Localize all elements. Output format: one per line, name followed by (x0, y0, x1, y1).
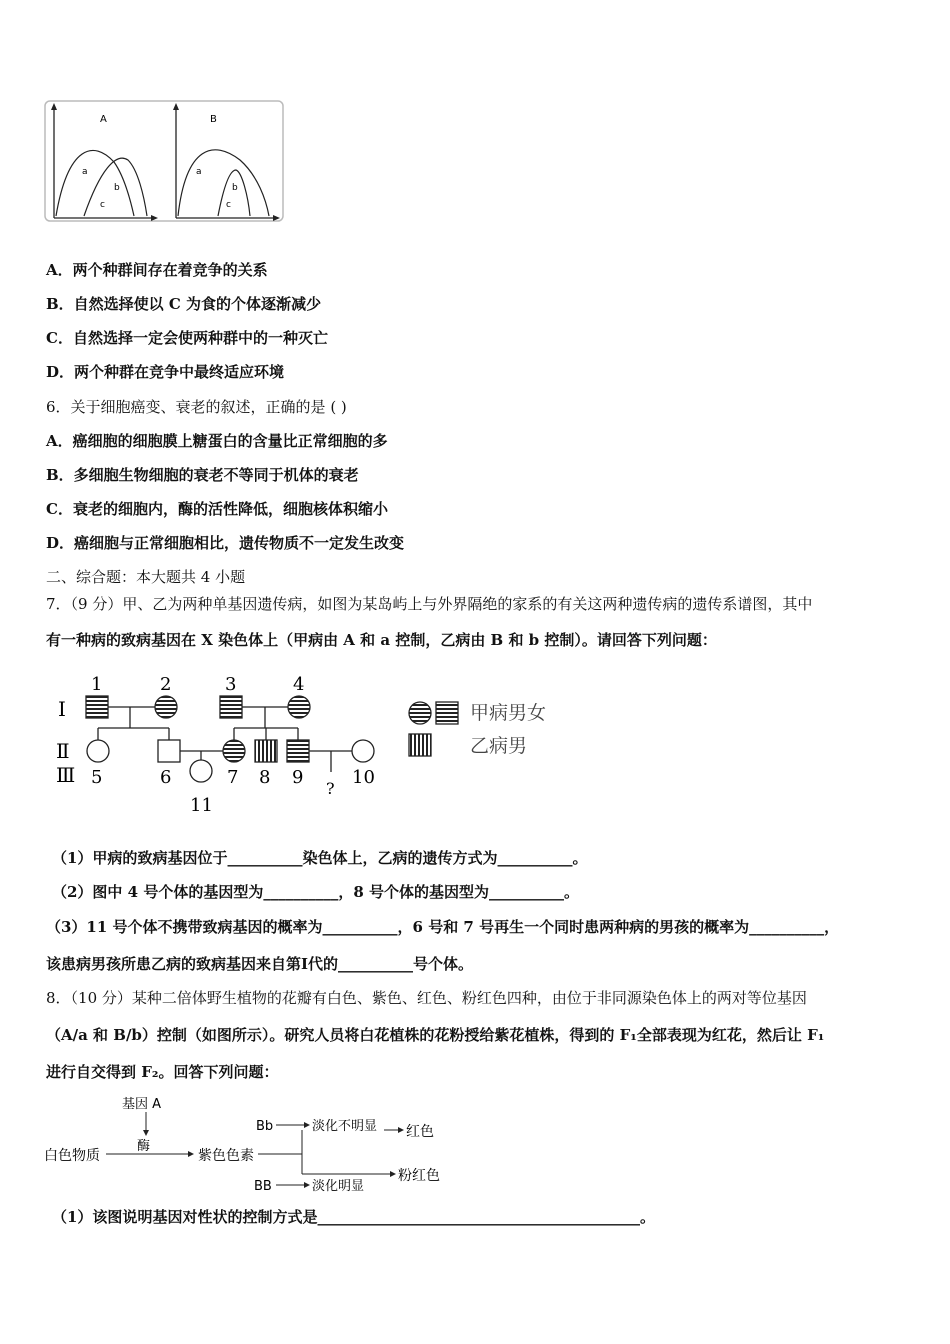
enzyme-label: 酶 (137, 1139, 151, 1154)
red-color-label: 红色 (406, 1124, 434, 1140)
panel-b-label: B (210, 114, 217, 125)
panel-b-curve-b: b (232, 183, 238, 193)
q8-stem-line3: 进行自交得到 F₂。回答下列问题： (46, 1063, 279, 1081)
q7-sub3-line1: （3）11 号个体不携带致病基因的概率为__________，6 号和 7 号再生一个同时患两种病的男孩的概率为__________， (46, 918, 840, 936)
genotype-bb-hom: BB (254, 1179, 272, 1194)
label-11: 11 (190, 795, 213, 816)
q7-stem-line2: 有一种病的致病基因在 X 染色体上（甲病由 A 和 a 控制，乙病由 B 和 b 控制）。请回答下列问题： (46, 631, 717, 649)
purple-pigment-label: 紫色色素 (198, 1148, 254, 1164)
legend-disease-b-label: 乙病男 (470, 735, 528, 757)
section-title: 二、综合题：本大题共 4 小题 (46, 568, 246, 586)
q5-option-a: A．两个种群间存在着竞争的关系 (46, 261, 268, 279)
white-substance-label: 白色物质 (44, 1148, 100, 1164)
label-8: 8 (259, 767, 271, 788)
legend-disease-a-male-icon (436, 702, 458, 724)
label-4: 4 (293, 674, 305, 695)
individual-10 (352, 740, 374, 762)
pedigree-chart (46, 668, 576, 816)
q5-option-d: D．两个种群在竞争中最终适应环境 (46, 363, 285, 381)
panel-a-curve-a: a (82, 167, 88, 177)
q7-sub3-line2: 该患病男孩所患乙病的致病基因来自第Ⅰ代的__________号个体。 (46, 955, 474, 973)
strong-dilution-label: 淡化明显 (312, 1179, 365, 1194)
label-2: 2 (160, 674, 172, 695)
gen-label-III: Ⅲ (56, 763, 76, 787)
competition-graph (44, 100, 286, 224)
individual-2 (155, 696, 177, 718)
label-unknown: ? (326, 779, 335, 798)
label-6: 6 (160, 767, 172, 788)
individual-3 (220, 696, 242, 718)
graph-frame (45, 101, 283, 221)
q7-sub2: （2）图中 4 号个体的基因型为__________，8 号个体的基因型为__________。 (52, 883, 579, 901)
q8-sub1: （1）该图说明基因对性状的控制方式是___________________________________________。 (52, 1208, 655, 1226)
q6-stem: 6．关于细胞癌变、衰老的叙述，正确的是 ( ) (46, 398, 347, 416)
individual-5 (87, 740, 109, 762)
label-10: 10 (352, 767, 375, 788)
individual-9 (287, 740, 309, 762)
individual-7 (223, 740, 245, 762)
gen-label-I: Ⅰ (58, 697, 66, 721)
legend-disease-b-male-icon (409, 734, 431, 756)
panel-a-label: A (100, 114, 107, 125)
label-1: 1 (91, 674, 103, 695)
individual-4 (288, 696, 310, 718)
q5-option-b: B．自然选择使以 C 为食的个体逐渐减少 (46, 295, 322, 313)
panel-b-curve-c: c (226, 200, 231, 210)
panel-a-curve-c: c (100, 200, 105, 210)
panel-b-curve-a: a (196, 167, 202, 177)
q7-sub1: （1）甲病的致病基因位于__________染色体上，乙病的遗传方式为__________。 (52, 849, 588, 867)
label-3: 3 (225, 674, 237, 695)
legend-disease-a-female-icon (409, 702, 431, 724)
individual-1 (86, 696, 108, 718)
q6-option-c: C．衰老的细胞内，酶的活性降低，细胞核体积缩小 (46, 500, 388, 518)
q7-stem-line1: 7．（9 分）甲、乙为两种单基因遗传病，如图为某岛屿上与外界隔绝的家系的有关这两种遗传病的遗传系谱图，其中 (46, 595, 813, 613)
q5-option-c: C．自然选择一定会使两种群中的一种灭亡 (46, 329, 328, 347)
q8-stem-line1: 8．（10 分）某种二倍体野生植物的花瓣有白色、紫色、红色、粉红色四种，由位于非同源染色体上的两对等位基因 (46, 989, 807, 1007)
q6-option-a: A．癌细胞的细胞膜上糖蛋白的含量比正常细胞的多 (46, 432, 388, 450)
q8-stem-line2: （A/a 和 B/b）控制（如图所示）。研究人员将白花植株的花粉授给紫花植株，得到的 F₁全部表现为红花，然后让 F₁ (46, 1026, 825, 1044)
label-5: 5 (91, 767, 103, 788)
label-9: 9 (292, 767, 304, 788)
panel-a-curve-b: b (114, 183, 120, 193)
q6-option-d: D．癌细胞与正常细胞相比，遗传物质不一定发生改变 (46, 534, 405, 552)
gene-a-label: 基因 A (122, 1097, 162, 1112)
label-7: 7 (227, 767, 239, 788)
pigment-pathway-diagram (44, 1092, 464, 1196)
q6-option-b: B．多细胞生物细胞的衰老不等同于机体的衰老 (46, 466, 359, 484)
pink-color-label: 粉红色 (398, 1168, 440, 1184)
individual-6 (158, 740, 180, 762)
legend-disease-a-label: 甲病男女 (470, 702, 547, 724)
faint-dilution-label: 淡化不明显 (312, 1119, 378, 1134)
genotype-bb-het: Bb (256, 1119, 274, 1134)
individual-8 (255, 740, 277, 762)
individual-11 (190, 760, 212, 782)
gen-label-II: Ⅱ (56, 739, 70, 763)
